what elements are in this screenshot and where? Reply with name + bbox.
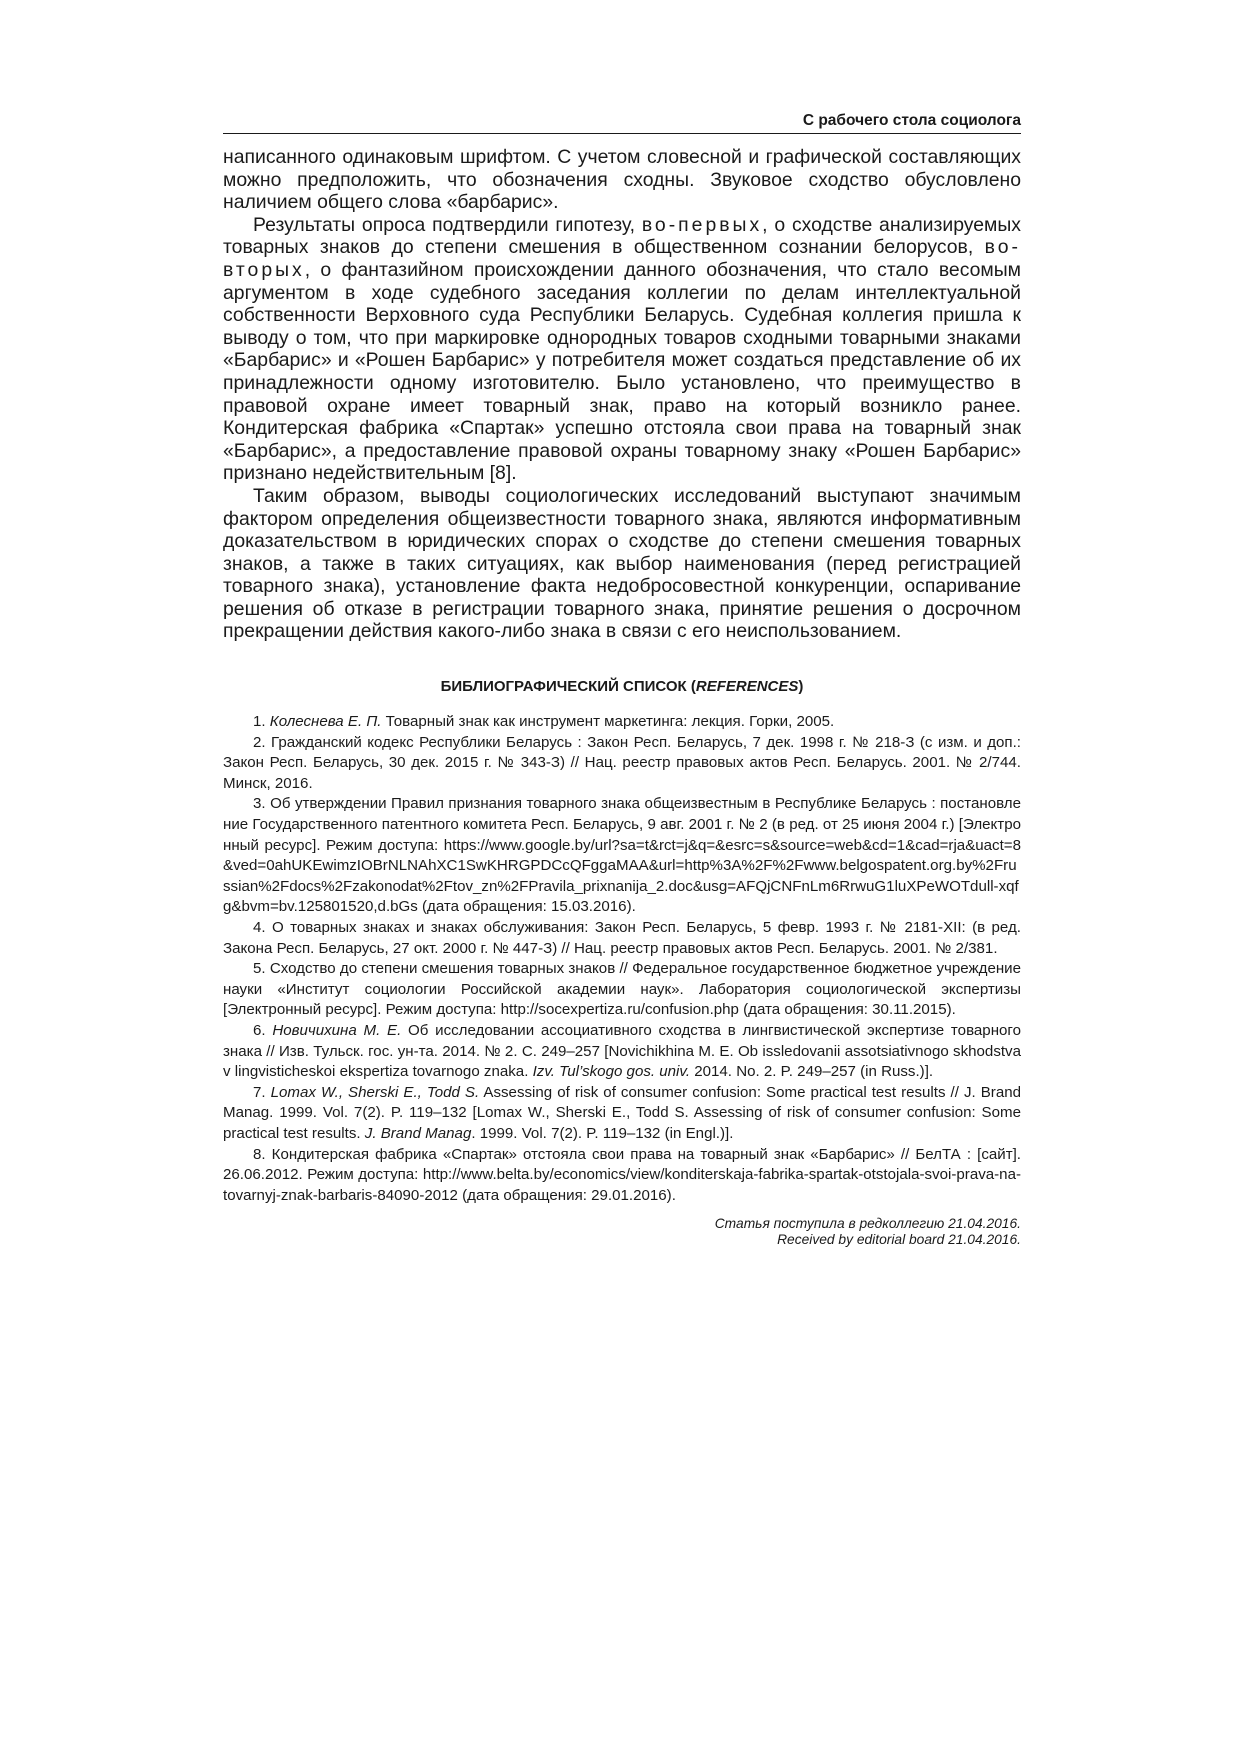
reference-item-4: 4. О товарных знаках и знаках обслуживания: Закон Респ. Беларусь, 5 февр. 1993 г. № 2181-XII: (в ред. Закона Респ. Беларусь, 27 окт. 2000 г. № 447-З) // Нац. реестр правовых актов Респ. Беларусь. 2001. № 2/381. (223, 919, 1021, 957)
paragraph-2-part-c: , о фантазийном происхождении данного обозначения, что стало весомым аргументом в ходе судебного заседания коллегии по делам интеллектуальной собственности Верховного суда Республики Беларусь. Судебная коллегия пришла к выводу о том, что при маркировке однородных товаров сходными товарными знаками «Барбарис» и «Рошен Барбарис» у потребителя может создаться представление об их принадлежности одному изготовителю. Было установлено, что преимущество в правовой охране имеет товарный знак, право на который возникло ранее. Кондитерская фабрика «Спартак» успешно отстояла свои права на товарный знак «Барбарис», а предоставление правовой охраны товарному знаку «Рошен Барбарис» признано недействительным [8]. (223, 258, 1021, 485)
reference-text-end: . 1999. Vol. 7(2). P. 119–132 (in Engl.)]. (471, 1124, 734, 1142)
reference-item-6 (223, 1021, 1021, 1083)
article-body (223, 146, 1021, 643)
journal-page (223, 112, 1021, 1248)
reference-number: 6. (253, 1021, 266, 1039)
reference-item-3: 3. Об утверждении Правил признания товарного знака общеизвестным в Республике Беларусь : постановление Государственного патентного комитета Респ. Беларусь, 9 авг. 2001 г. № 2 (в ред. от 25 июня 2004 г.) [Электронный ресурс]. Режим доступа: https://www.google.by/url?sa=t&rct=j&q=&esrc=s&source=web&cd=1&cad=rja&uact=8&ved=0ahUKEwimzIOBrNLNAhXC1SwKHRGPDCcQFggaMAA&url=http%3A%2F%2Fwww.belgospatent.org.by%2Frussian%2Fdocs%2Fzakonodat%2Ftov_zn%2FPravila_prixnanija_2.doc&usg=AFQjCNFnLm6RrwuG1luXPeWOTdull-xqfg&bvm=bv.125801520,d.bGs (дата обращения: 15.03.2016). (223, 795, 1021, 916)
paragraph-2-part-a: Результаты опроса подтвердили гипотезу, (253, 213, 636, 236)
received-note (223, 1216, 1021, 1248)
paragraph-3: Таким образом, выводы социологических исследований выступают значимым фактором определения общеизвестности товарного знака, являются информативным доказательством в юридических спорах о сходстве до степени смешения товарных знаков, а также в таких ситуациях, как выбор наименования (перед регистрацией товарного знака), установление факта недобросовестной конкуренции, оспаривание решения об отказе в регистрации товарного знака, принятие решения о досрочном прекращении действия какого-либо знака в связи с его неиспользованием. (223, 484, 1021, 643)
reference-author: Колеснева Е. П. (269, 713, 382, 731)
reference-author: Новичихина М. Е. (272, 1021, 402, 1039)
reference-text-end: 2014. No. 2. P. 249–257 (in Russ.)]. (694, 1063, 934, 1081)
reference-item-5: 5. Сходство до степени смешения товарных знаков // Федеральное государственное бюджетное учреждение науки «Институт социологии Российской академии наук». Лаборатория социологической экспертизы [Электронный ресурс]. Режим доступа: http://socexpertiza.ru/confusion.php (дата обращения: 30.11.2015). (223, 960, 1021, 1019)
reference-author: Lomax W., Sherski E., Todd S. (270, 1083, 480, 1101)
reference-journal: Izv. Tul’skogo gos. univ. (532, 1063, 691, 1081)
reference-item-1 (223, 712, 1021, 733)
references-heading-close: ) (798, 678, 804, 696)
paragraph-1: написанного одинаковым шрифтом. С учетом словесной и графической составляющих можно предположить, что обозначения сходны. Звуковое сходство обусловлено наличием общего слова «барбарис». (223, 146, 1021, 214)
received-note-ru: Статья поступила в редколлегию 21.04.2016. (714, 1216, 1021, 1232)
reference-number: 7. (253, 1083, 266, 1101)
reference-list (223, 712, 1021, 1206)
reference-text: Assessing of risk of consumer confusion: Some practical test results // J. Brand Manag. 1999. Vol. 7(2). P. 119–132 [Lomax W., Sherski E., Todd S. Assessing of risk of consumer confusion: Some practical test results. (223, 1083, 1022, 1142)
paragraph-2 (223, 214, 1021, 485)
paragraph-2-part-b: , о сходстве анализируемых товарных знаков до степени смешения в общественном сознании белорусов, (223, 213, 1021, 259)
reference-number: 1. (253, 713, 266, 731)
spaced-emphasis-second: во-вторых (223, 236, 1021, 281)
reference-item-8: 8. Кондитерская фабрика «Спартак» отстояла свои права на товарный знак «Барбарис» // БелТА : [сайт]. 26.06.2012. Режим доступа: http://www.belta.by/economics/view/konditerskaja-fabrika-spartak-otstojala-svoi-prava-na-tovarnyj-znak-barbaris-84090-2012 (дата обращения: 29.01.2016). (223, 1145, 1021, 1204)
reference-journal: J. Brand Manag (364, 1124, 472, 1142)
spaced-emphasis-first: во-первых (641, 213, 763, 236)
reference-item-2: 2. Гражданский кодекс Республики Беларусь : Закон Респ. Беларусь, 7 дек. 1998 г. № 218-З (с изм. и доп.: Закон Респ. Беларусь, 30 дек. 2015 г. № 343-З) // Нац. реестр правовых актов Респ. Беларусь. 2001. № 2/744. Минск, 2016. (223, 733, 1021, 792)
references-heading (223, 678, 1021, 695)
reference-text: Товарный знак как инструмент маркетинга: лекция. Горки, 2005. (385, 713, 835, 731)
reference-text: Об исследовании ассоциативного сходства в лингвистической экспертизе товарного знака // Изв. Тульск. гос. ун-та. 2014. № 2. С. 249–257 [Novichikhina M. E. Ob issledovanii assotsiativnogo skhodstva v lingvisticheskoi ekspertiza tovarnogo znaka. (223, 1021, 1021, 1081)
references-heading-text: БИБЛИОГРАФИЧЕСКИЙ СПИСОК ( (440, 678, 696, 696)
running-head: С рабочего стола социолога (223, 112, 1021, 134)
references-heading-italic: REFERENCES (695, 678, 799, 696)
reference-item-7 (223, 1083, 1021, 1145)
received-note-en: Received by editorial board 21.04.2016. (777, 1232, 1021, 1248)
